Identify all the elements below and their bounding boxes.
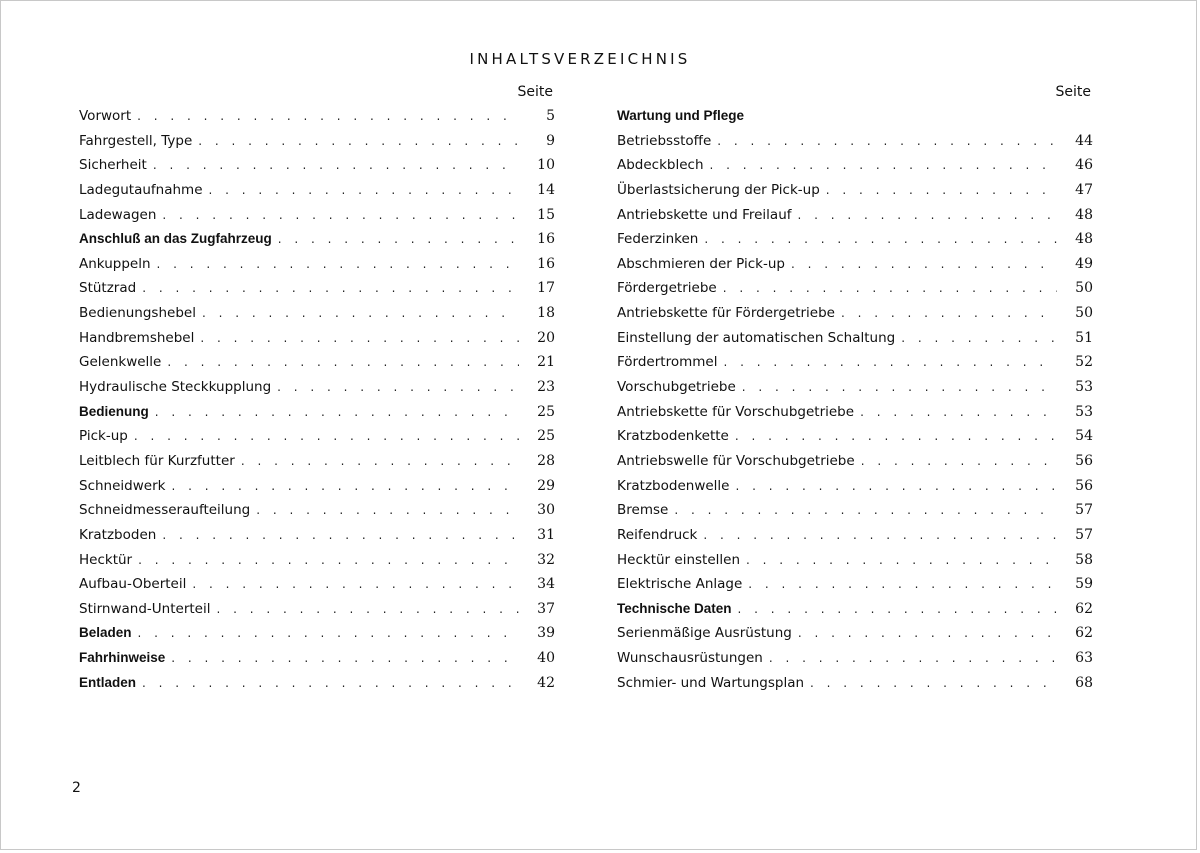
- toc-entry-page: 29: [537, 477, 555, 494]
- toc-entry: [79, 256, 555, 281]
- toc-entry: [79, 207, 555, 232]
- toc-leader-dots: [798, 208, 1057, 222]
- toc-entry: [79, 182, 555, 207]
- toc-entry: [617, 527, 1093, 552]
- toc-entry-label: Vorschubgetriebe: [617, 379, 736, 396]
- toc-entry-label: Bedienung: [79, 403, 149, 419]
- toc-entry: [617, 330, 1093, 355]
- toc-entry-label: Antriebskette für Fördergetriebe: [617, 305, 835, 322]
- toc-entry: [79, 478, 555, 503]
- toc-entry-page: 48: [1075, 206, 1093, 223]
- toc-leader-dots: [167, 355, 519, 369]
- toc-entry-label: Ladegutaufnahme: [79, 181, 203, 198]
- toc-leader-dots: [216, 602, 519, 616]
- toc-leader-dots: [704, 232, 1057, 246]
- toc-entry-label: Vorwort: [79, 108, 132, 124]
- toc-entry: [617, 552, 1093, 577]
- toc-entry-label: Antriebswelle für Vorschubgetriebe: [617, 452, 855, 469]
- toc-leader-dots: [703, 528, 1057, 542]
- toc-leader-dots: [738, 602, 1057, 616]
- toc-leader-dots: [241, 454, 519, 468]
- toc-entry: [79, 305, 555, 330]
- toc-entry-label: Hecktür: [79, 551, 133, 568]
- toc-entry-page: 9: [546, 132, 555, 149]
- toc-leader-dots: [162, 208, 519, 222]
- toc-leader-dots: [723, 281, 1057, 295]
- toc-entry-label: Antriebskette für Vorschubgetriebe: [617, 403, 855, 420]
- seite-label-right: Seite: [1055, 84, 1091, 100]
- toc-entry: [79, 502, 555, 527]
- toc-leader-dots: [198, 134, 519, 148]
- toc-entry-label: Ankuppeln: [79, 255, 151, 272]
- toc-entry-page: 14: [537, 181, 555, 198]
- toc-entry-page: 30: [537, 502, 555, 519]
- toc-entry-page: 50: [1075, 305, 1093, 322]
- toc-leader-dots: [735, 479, 1057, 493]
- toc-entry: [617, 108, 1093, 133]
- toc-leader-dots: [138, 626, 519, 640]
- toc-entry-page: 42: [537, 674, 555, 691]
- toc-entry-label: Fahrhinweise: [79, 650, 166, 666]
- page-number: 2: [72, 780, 81, 796]
- toc-leader-dots: [735, 429, 1057, 443]
- toc-leader-dots: [157, 257, 519, 271]
- toc-leader-dots: [841, 306, 1057, 320]
- toc-leader-dots: [153, 158, 519, 172]
- toc-entry-page: 68: [1075, 674, 1093, 691]
- toc-entry-page: 49: [1075, 255, 1093, 272]
- toc-entry-page: 25: [537, 428, 555, 445]
- toc-leader-dots: [137, 109, 519, 123]
- toc-entry: [79, 675, 555, 700]
- toc-entry-page: 57: [1075, 526, 1093, 543]
- toc-leader-dots: [278, 232, 519, 246]
- toc-entry-label: Abdeckblech: [617, 157, 704, 174]
- toc-entry-label: Fördergetriebe: [617, 280, 717, 297]
- toc-entry-page: 50: [1075, 280, 1093, 297]
- toc-entry-label: Wartung und Pflege: [617, 108, 744, 123]
- toc-entry-label: Einstellung der automatischen Schaltung: [617, 329, 896, 346]
- toc-entry-label: Fördertrommel: [617, 354, 718, 371]
- toc-entry-page: 31: [537, 526, 555, 543]
- toc-entry: [617, 354, 1093, 379]
- toc-entry-label: Reifendruck: [617, 526, 698, 543]
- toc-leader-dots: [138, 553, 519, 567]
- toc-entry-page: 63: [1075, 650, 1093, 667]
- toc-entry: [617, 650, 1093, 675]
- toc-entry-label: Schmier- und Wartungsplan: [617, 674, 805, 691]
- toc-entry-label: Bedienungshebel: [79, 305, 196, 322]
- toc-entry: [617, 502, 1093, 527]
- toc-entry: [79, 231, 555, 256]
- toc-entry: [617, 601, 1093, 626]
- toc-entry-page: 15: [537, 206, 555, 223]
- toc-entry: [79, 330, 555, 355]
- toc-list-right: [617, 108, 1093, 699]
- toc-leader-dots: [861, 454, 1057, 468]
- toc-entry-label: Aufbau-Oberteil: [79, 576, 187, 593]
- toc-entry: [617, 576, 1093, 601]
- toc-entry: [617, 157, 1093, 182]
- toc-leader-dots: [723, 355, 1057, 369]
- toc-entry: [79, 157, 555, 182]
- toc-entry: [79, 601, 555, 626]
- toc-entry-page: 62: [1075, 600, 1093, 617]
- toc-entry-page: 25: [537, 403, 555, 420]
- page-title: INHALTSVERZEICHNIS: [469, 50, 691, 68]
- toc-entry: [617, 675, 1093, 700]
- toc-entry-page: 56: [1075, 477, 1093, 494]
- seite-label-left: Seite: [517, 84, 553, 100]
- toc-entry-page: 16: [537, 255, 555, 272]
- toc-leader-dots: [826, 183, 1057, 197]
- toc-entry-label: Kratzbodenkette: [617, 428, 729, 445]
- toc-entry-page: 53: [1075, 379, 1093, 396]
- toc-entry-page: 44: [1075, 132, 1093, 149]
- toc-entry: [79, 552, 555, 577]
- toc-leader-dots: [717, 134, 1057, 148]
- toc-entry-label: Anschluß an das Zugfahrzeug: [79, 231, 272, 247]
- toc-entry: [79, 650, 555, 675]
- toc-leader-dots: [769, 651, 1057, 665]
- toc-leader-dots: [674, 503, 1057, 517]
- toc-entry-page: 39: [537, 625, 555, 642]
- toc-entry: [617, 379, 1093, 404]
- toc-entry: [79, 133, 555, 158]
- toc-entry-page: 62: [1075, 625, 1093, 642]
- toc-leader-dots: [162, 528, 519, 542]
- toc-entry: [79, 527, 555, 552]
- toc-entry-page: 53: [1075, 403, 1093, 420]
- toc-entry-page: 40: [537, 650, 555, 667]
- toc-entry-page: 18: [537, 305, 555, 322]
- toc-leader-dots: [710, 158, 1057, 172]
- toc-entry-page: 46: [1075, 157, 1093, 174]
- toc-entry-page: 48: [1075, 231, 1093, 248]
- toc-entry-label: Ladewagen: [79, 206, 157, 223]
- toc-entry-page: 17: [537, 280, 555, 297]
- toc-entry: [79, 108, 555, 133]
- toc-entry: [617, 182, 1093, 207]
- toc-entry-page: 32: [537, 551, 555, 568]
- toc-entry: [617, 453, 1093, 478]
- toc-entry-label: Entladen: [79, 674, 137, 690]
- toc-entry-label: Gelenkwelle: [79, 354, 162, 371]
- toc-list-left: [79, 108, 555, 699]
- toc-leader-dots: [810, 676, 1057, 690]
- toc-entry-label: Kratzboden: [79, 526, 157, 543]
- toc-leader-dots: [791, 257, 1057, 271]
- toc-entry-label: Stützrad: [79, 280, 137, 297]
- toc-entry-label: Fahrgestell, Type: [79, 132, 193, 149]
- toc-leader-dots: [209, 183, 519, 197]
- toc-entry-label: Bremse: [617, 502, 669, 519]
- toc-entry-page: 10: [537, 157, 555, 174]
- toc-entry-page: 28: [537, 452, 555, 469]
- toc-entry-page: 47: [1075, 181, 1093, 198]
- toc-entry: [617, 231, 1093, 256]
- toc-entry-page: 37: [537, 600, 555, 617]
- toc-entry-label: Federzinken: [617, 231, 699, 248]
- toc-entry-label: Pick-up: [79, 428, 128, 445]
- toc-entry-page: 56: [1075, 452, 1093, 469]
- toc-entry-page: 52: [1075, 354, 1093, 371]
- toc-entry-label: Handbremshebel: [79, 329, 195, 346]
- toc-column-left: [79, 84, 555, 699]
- toc-entry-label: Betriebsstoffe: [617, 132, 712, 149]
- toc-entry: [79, 453, 555, 478]
- toc-entry-label: Elektrische Anlage: [617, 576, 743, 593]
- toc-entry-page: 59: [1075, 576, 1093, 593]
- toc-entry: [617, 256, 1093, 281]
- toc-entry: [617, 478, 1093, 503]
- toc-column-right: [617, 84, 1093, 699]
- toc-entry: [79, 625, 555, 650]
- toc-entry: [79, 404, 555, 429]
- toc-entry-label: Abschmieren der Pick-up: [617, 255, 785, 272]
- toc-leader-dots: [142, 281, 519, 295]
- toc-entry-label: Hecktür einstellen: [617, 551, 740, 568]
- toc-entry: [617, 625, 1093, 650]
- toc-entry-label: Leitblech für Kurzfutter: [79, 452, 235, 469]
- toc-entry-label: Beladen: [79, 625, 132, 641]
- toc-entry: [617, 280, 1093, 305]
- toc-entry-page: 58: [1075, 551, 1093, 568]
- toc-entry-label: Antriebskette und Freilauf: [617, 206, 792, 223]
- toc-leader-dots: [142, 676, 519, 690]
- toc-entry-page: 34: [537, 576, 555, 593]
- toc-entry-page: 57: [1075, 502, 1093, 519]
- toc-leader-dots: [746, 553, 1057, 567]
- toc-leader-dots: [901, 331, 1057, 345]
- toc-leader-dots: [277, 380, 519, 394]
- toc-leader-dots: [192, 577, 519, 591]
- toc-entry-page: 54: [1075, 428, 1093, 445]
- toc-leader-dots: [171, 479, 519, 493]
- toc-entry-label: Stirnwand-Unterteil: [79, 600, 211, 617]
- toc-entry-label: Schneidwerk: [79, 477, 166, 494]
- toc-entry: [617, 428, 1093, 453]
- toc-leader-dots: [748, 577, 1057, 591]
- toc-leader-dots: [860, 405, 1057, 419]
- toc-leader-dots: [155, 405, 519, 419]
- toc-leader-dots: [134, 429, 519, 443]
- toc-entry: [79, 379, 555, 404]
- toc-entry: [617, 207, 1093, 232]
- toc-entry: [79, 354, 555, 379]
- toc-entry-page: 23: [537, 379, 555, 396]
- toc-entry-label: Wunschausrüstungen: [617, 650, 763, 667]
- toc-entry-page: 16: [537, 231, 555, 248]
- toc-entry: [79, 576, 555, 601]
- toc-entry-page: 5: [546, 108, 555, 124]
- toc-leader-dots: [798, 626, 1057, 640]
- toc-leader-dots: [202, 306, 519, 320]
- toc-entry-label: Überlastsicherung der Pick-up: [617, 181, 820, 198]
- toc-entry: [79, 280, 555, 305]
- toc-entry: [617, 404, 1093, 429]
- toc-entry-label: Kratzbodenwelle: [617, 477, 730, 494]
- toc-entry-label: Sicherheit: [79, 157, 147, 174]
- toc-entry-label: Hydraulische Steckkupplung: [79, 379, 272, 396]
- toc-entry-label: Serienmäßige Ausrüstung: [617, 625, 792, 642]
- toc-entry-page: 21: [537, 354, 555, 371]
- toc-entry-page: 20: [537, 329, 555, 346]
- toc-entry: [617, 133, 1093, 158]
- toc-entry-label: Technische Daten: [617, 600, 732, 616]
- toc-leader-dots: [742, 380, 1057, 394]
- toc-leader-dots: [200, 331, 519, 345]
- toc-entry-label: Schneidmesseraufteilung: [79, 502, 251, 519]
- toc-leader-dots: [256, 503, 519, 517]
- toc-entry: [617, 305, 1093, 330]
- toc-entry-page: 51: [1075, 329, 1093, 346]
- toc-leader-dots: [171, 651, 519, 665]
- toc-entry: [79, 428, 555, 453]
